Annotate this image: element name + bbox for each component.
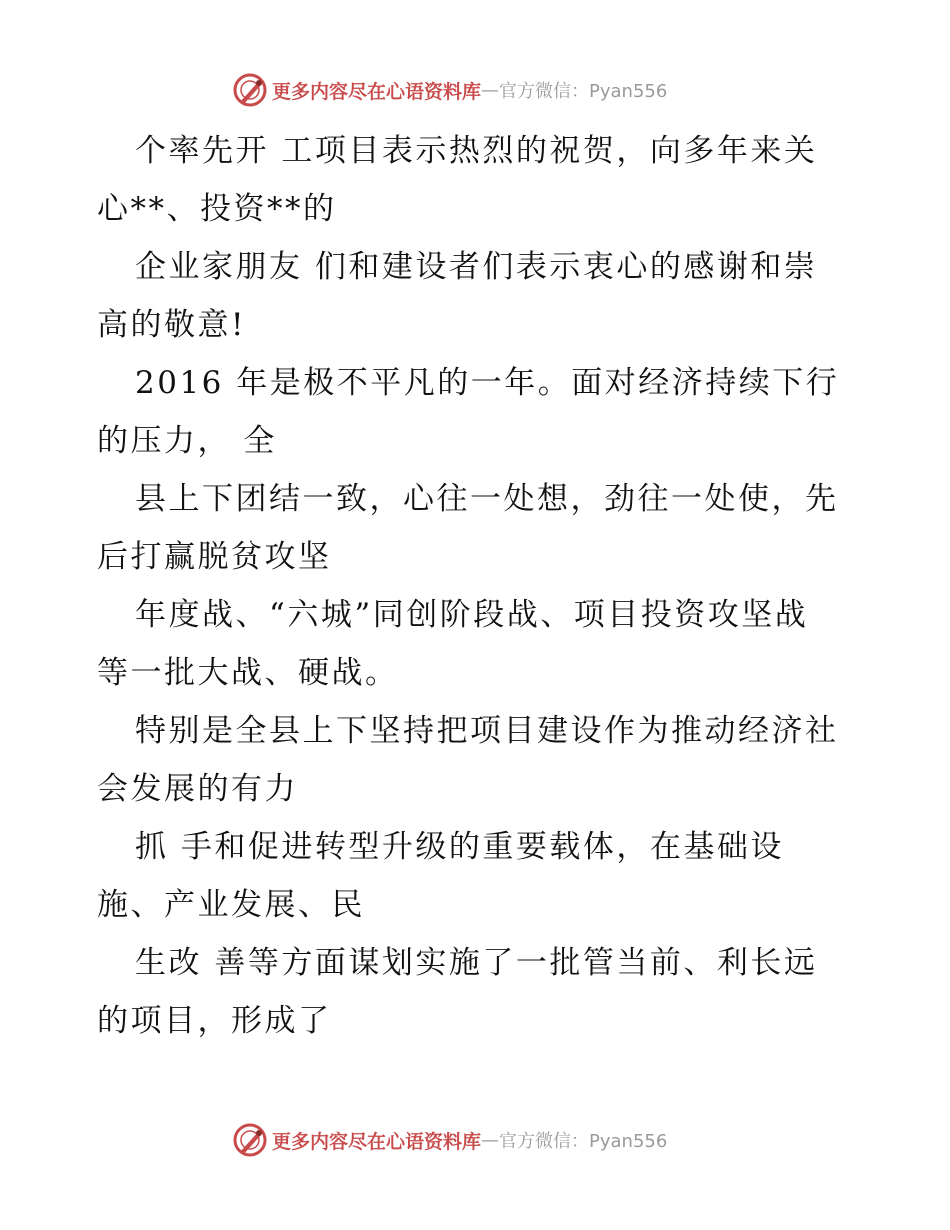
text-line: 施、产业发展、民 bbox=[97, 887, 365, 923]
text-line: 个率先开 工项目表示热烈的祝贺，向多年来关 bbox=[135, 133, 818, 169]
text-line: 会发展的有力 bbox=[97, 771, 298, 807]
text-line: 县上下团结一致，心往一处想，劲往一处使，先 bbox=[135, 481, 839, 517]
footer-dash: — bbox=[481, 1129, 500, 1151]
footer-brand-text: 更多内容尽在心语资料库 bbox=[272, 1130, 482, 1153]
header-banner bbox=[232, 70, 732, 110]
text-line: 特别是全县上下坚持把项目建设作为推动经济社 bbox=[135, 713, 839, 749]
footer-contact-text: 官方微信：Pyan556 bbox=[499, 1131, 668, 1152]
document-body bbox=[97, 122, 867, 1050]
footer-banner bbox=[232, 1120, 732, 1160]
header-dash: — bbox=[481, 79, 500, 101]
text-line: 的压力， 全 bbox=[97, 423, 277, 459]
seal-logo-icon bbox=[232, 72, 268, 108]
text-line: 心**、投资**的 bbox=[97, 191, 337, 227]
text-line: 等一批大战、硬战。 bbox=[97, 655, 399, 691]
text-line: 2016 年是极不平凡的一年。面对经济持续下行 bbox=[135, 365, 840, 401]
text-line: 高的敬意! bbox=[97, 307, 246, 343]
text-line: 的项目，形成了 bbox=[97, 1003, 332, 1039]
text-line: 后打赢脱贫攻坚 bbox=[97, 539, 332, 575]
text-line: 生改 善等方面谋划实施了一批管当前、利长远 bbox=[135, 945, 818, 981]
text-line: 年度战、“六城”同创阶段战、项目投资攻坚战 bbox=[135, 597, 809, 633]
text-line: 抓 手和促进转型升级的重要载体，在基础设 bbox=[135, 829, 784, 865]
header-contact-text: 官方微信：Pyan556 bbox=[499, 81, 668, 102]
seal-logo-icon bbox=[232, 1122, 268, 1158]
header-brand-text: 更多内容尽在心语资料库 bbox=[272, 80, 482, 103]
text-line: 企业家朋友 们和建设者们表示衷心的感谢和崇 bbox=[135, 249, 818, 285]
